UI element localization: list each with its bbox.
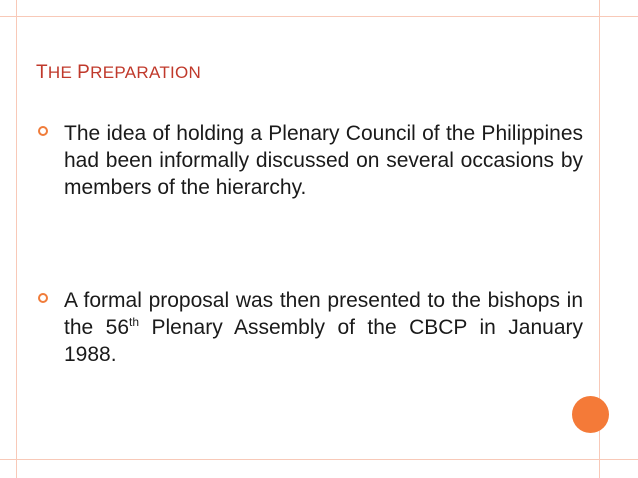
title-first-letter: T	[36, 62, 48, 83]
decorative-circle	[572, 396, 609, 433]
frame-line-bottom	[0, 459, 638, 460]
ring-bullet-icon	[38, 293, 48, 303]
bullet-item	[38, 120, 583, 201]
frame-line-left	[16, 0, 17, 478]
ring-bullet-icon	[38, 126, 48, 136]
bullet-text-part-1: A formal proposal was then presented to the bishops in the 56	[64, 289, 583, 339]
bullet-text-part-2: Plenary Assembly of the CBCP in January 1988.	[64, 316, 584, 366]
slide-title	[36, 62, 201, 84]
frame-line-top	[0, 16, 638, 17]
title-second-letter: P	[77, 62, 91, 83]
title-part-1: HE	[47, 63, 78, 82]
bullet-text: The idea of holding a Plenary Council of the Philippines had been informally discussed on several occasions by members of the hierarchy.	[64, 122, 583, 199]
bullet-item	[38, 287, 583, 368]
title-part-2: REPARATION	[90, 63, 202, 82]
ordinal-superscript: th	[129, 315, 140, 329]
bullet-text	[64, 287, 583, 368]
